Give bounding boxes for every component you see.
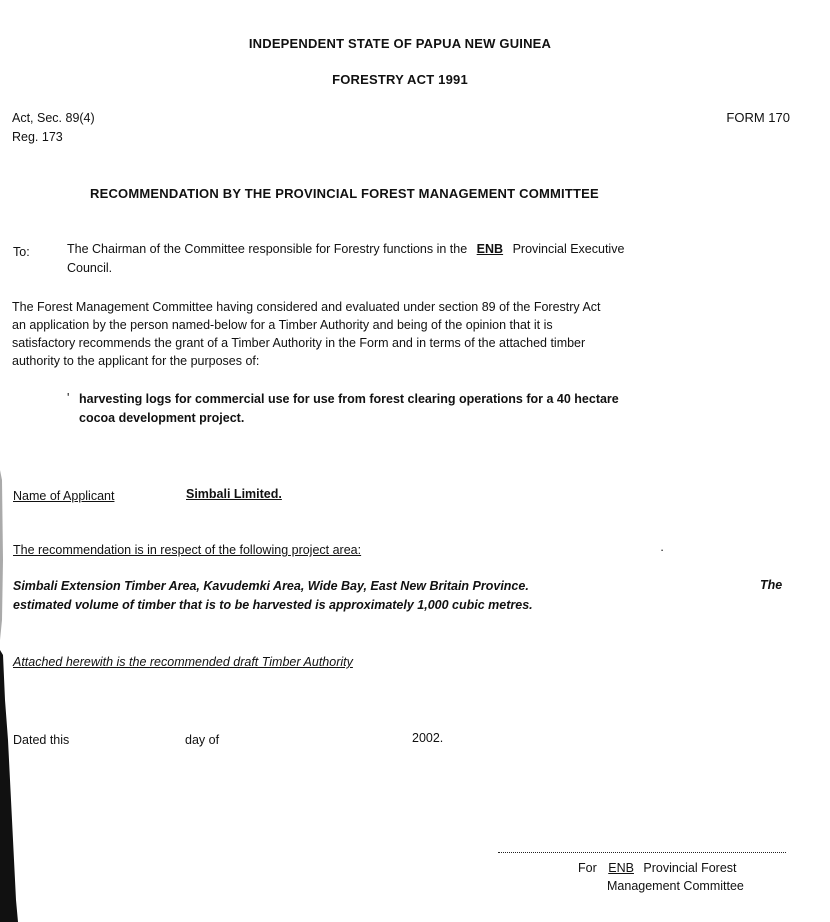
- body-paragraph: [12, 298, 789, 370]
- document-title: RECOMMENDATION BY THE PROVINCIAL FOREST MANAGEMENT COMMITTEE: [90, 186, 599, 201]
- purpose-bullet: ': [67, 391, 70, 405]
- to-province: ENB: [476, 242, 504, 256]
- project-area-heading: The recommendation is in respect of the following project area:: [13, 543, 362, 557]
- stray-mark: ·: [660, 543, 665, 557]
- signature-line-1: [578, 861, 737, 875]
- to-label: To:: [13, 245, 30, 259]
- to-line-2: Council.: [67, 261, 113, 275]
- to-text: The Chairman of the Committee responsible for Forestry functions in the: [67, 242, 468, 256]
- body-line: authority to the applicant for the purposes of:: [12, 354, 260, 368]
- to-line-1: [67, 242, 789, 256]
- purpose-line-2: cocoa development project.: [79, 411, 245, 425]
- body-line: The Forest Management Committee having considered and evaluated under section 89 of the Forestry Act: [12, 300, 601, 314]
- signature-for: For: [578, 861, 597, 875]
- year: 2002.: [412, 731, 444, 745]
- signature-text-end: Provincial Forest: [643, 861, 737, 875]
- applicant-label: Name of Applicant: [13, 489, 115, 503]
- project-area-line-1: Simbali Extension Timber Area, Kavudemki Area, Wide Bay, East New Britain Province.: [13, 579, 529, 593]
- act-section-ref: Act, Sec. 89(4): [12, 111, 95, 125]
- act-heading: FORESTRY ACT 1991: [332, 72, 468, 87]
- day-of-label: day of: [185, 733, 220, 747]
- attached-note: Attached herewith is the recommended draft Timber Authority: [13, 655, 353, 669]
- body-line: satisfactory recommends the grant of a Timber Authority in the Form and in terms of the attached timber: [12, 336, 586, 350]
- regulation-ref: Reg. 173: [12, 130, 63, 144]
- purpose-line-1: harvesting logs for commercial use for use from forest clearing operations for a 40 hectare: [79, 392, 619, 406]
- applicant-name: Simbali Limited.: [186, 487, 282, 501]
- dated-label: Dated this: [13, 733, 70, 747]
- signature-line-2: Management Committee: [607, 879, 744, 893]
- body-line: an application by the person named-below for a Timber Authority and being of the opinion that it is: [12, 318, 553, 332]
- project-area-line-1-end: The: [760, 578, 783, 592]
- project-area-line-2: estimated volume of timber that is to be harvested is approximately 1,000 cubic metres.: [13, 598, 533, 612]
- to-text-end: Provincial Executive: [512, 242, 625, 256]
- signature-line: [498, 852, 786, 853]
- form-number: FORM 170: [726, 110, 790, 125]
- state-heading: INDEPENDENT STATE OF PAPUA NEW GUINEA: [248, 36, 552, 51]
- signature-province: ENB: [608, 861, 634, 875]
